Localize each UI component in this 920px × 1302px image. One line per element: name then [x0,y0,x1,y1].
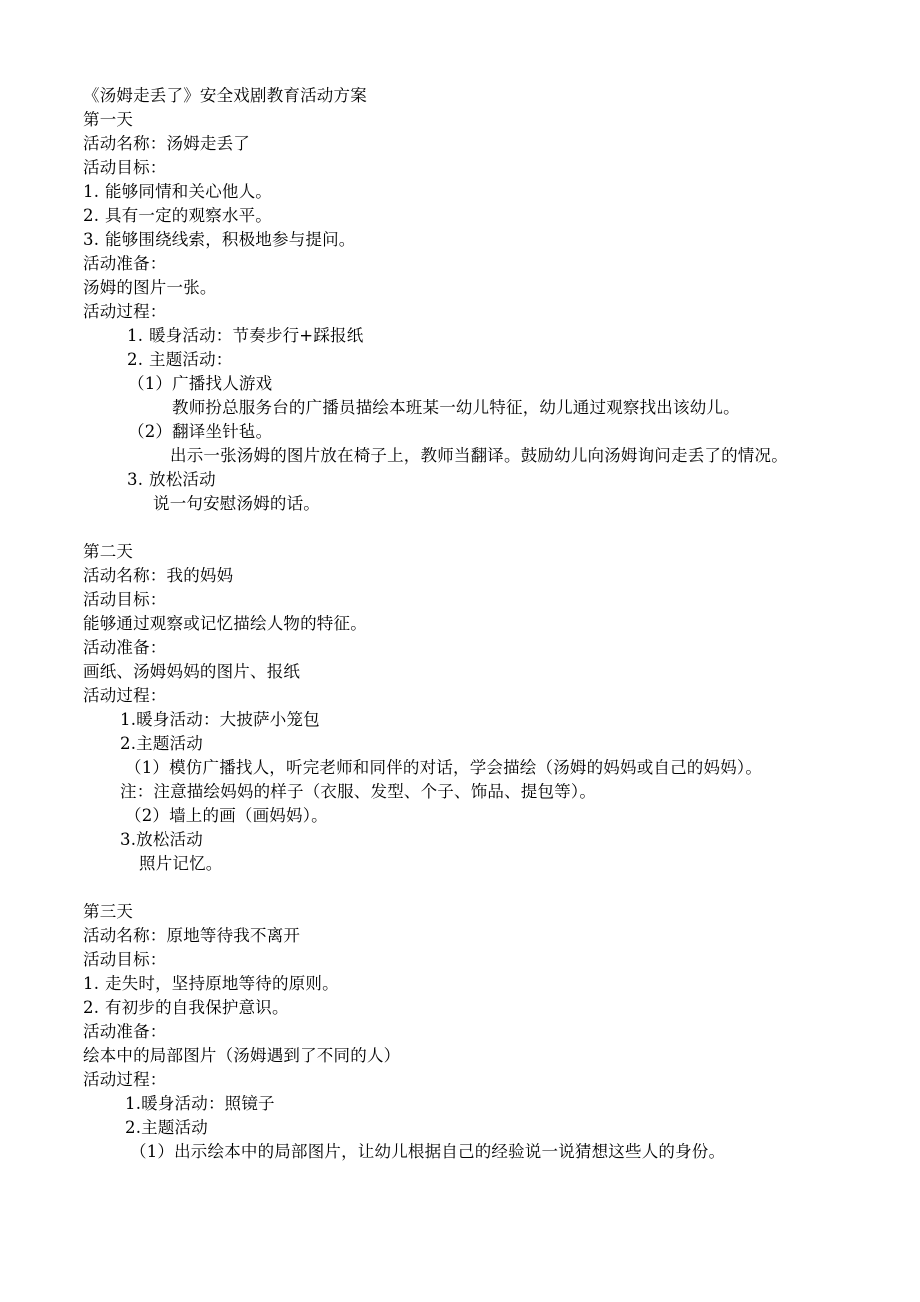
day2-sub2: （2）墙上的画（画妈妈）。 [125,806,328,825]
step-number: 1. [127,326,144,345]
day3-prep-label: 活动准备： [83,1022,167,1041]
day2-goals-label: 活动目标： [83,590,167,609]
goal-number: 2. [83,206,100,225]
goal-number: 1. [83,182,100,201]
day2-prep-label: 活动准备： [83,638,167,657]
day2-process-label: 活动过程： [83,686,167,705]
day2-sub1: （1）模仿广播找人，听完老师和同伴的对话，学会描绘（汤姆的妈妈或自己的妈妈）。 [125,758,763,777]
day2-step2: 2.主题活动 [120,734,203,753]
day1-activity-name: 活动名称：汤姆走丢了 [83,134,250,153]
step-number: 2. [127,350,144,369]
day2-prep-text: 画纸、汤姆妈妈的图片、报纸 [83,662,301,681]
day1-sub2: （2）翻译坐针毡。 [128,422,273,441]
day1-prep-text: 汤姆的图片一张。 [83,278,217,297]
day3-goal-item [83,996,289,1020]
day3-goals-label: 活动目标： [83,950,167,969]
day2-activity-name: 活动名称：我的妈妈 [83,566,234,585]
goal-text: 走失时，坚持原地等待的原则。 [105,974,339,993]
day3-step2: 2.主题活动 [125,1118,208,1137]
step-number: 3. [127,470,144,489]
day2-step1: 1.暖身活动：大披萨小笼包 [120,710,320,729]
day1-sub1: （1）广播找人游戏 [128,374,273,393]
day1-goal-item [83,180,272,204]
goal-text: 有初步的自我保护意识。 [105,998,289,1017]
day1-goals-label: 活动目标： [83,158,167,177]
day1-goal-item [83,228,356,252]
goal-number: 3. [83,230,100,249]
day3-step1: 1.暖身活动：照镜子 [125,1094,275,1113]
day1-process-label: 活动过程： [83,302,167,321]
day1-prep-label: 活动准备： [83,254,167,273]
day3-goal-item [83,972,339,996]
day2-step3: 3.放松活动 [120,830,203,849]
day3-process-label: 活动过程： [83,1070,167,1089]
day3-activity-name: 活动名称：原地等待我不离开 [83,926,301,945]
goal-number: 1. [83,974,100,993]
day1-heading: 第一天 [83,110,134,129]
day1-step2 [127,348,233,372]
day3-sub1: （1）出示绘本中的局部图片，让幼儿根据自己的经验说一说猜想这些人的身份。 [130,1142,726,1161]
day1-sub1-desc: 教师扮总服务台的广播员描绘本班某一幼儿特征，幼儿通过观察找出该幼儿。 [172,398,740,417]
day2-goal-text: 能够通过观察或记忆描绘人物的特征。 [83,614,367,633]
step-text: 放松活动 [149,470,216,489]
step-text: 主题活动： [149,350,233,369]
document-title: 《汤姆走丢了》安全戏剧教育活动方案 [83,86,367,105]
day3-heading: 第三天 [83,902,134,921]
day3-prep-text: 绘本中的局部图片（汤姆遇到了不同的人） [83,1046,401,1065]
step-text: 暖身活动：节奏步行+踩报纸 [149,326,364,345]
goal-text: 能够围绕线索，积极地参与提问。 [105,230,356,249]
day1-goal-item [83,204,272,228]
day1-step3-desc: 说一句安慰汤姆的话。 [153,494,320,513]
goal-text: 能够同情和关心他人。 [105,182,272,201]
day2-step3-desc: 照片记忆。 [139,854,223,873]
day1-step1 [127,324,363,348]
goal-text: 具有一定的观察水平。 [105,206,272,225]
goal-number: 2. [83,998,100,1017]
day2-note: 注：注意描绘妈妈的样子（衣服、发型、个子、饰品、提包等）。 [120,782,597,801]
day2-heading: 第二天 [83,542,134,561]
day1-step3 [127,468,216,492]
day1-sub2-desc: 出示一张汤姆的图片放在椅子上，教师当翻译。鼓励幼儿向汤姆询问走丢了的情况。 [170,446,788,465]
